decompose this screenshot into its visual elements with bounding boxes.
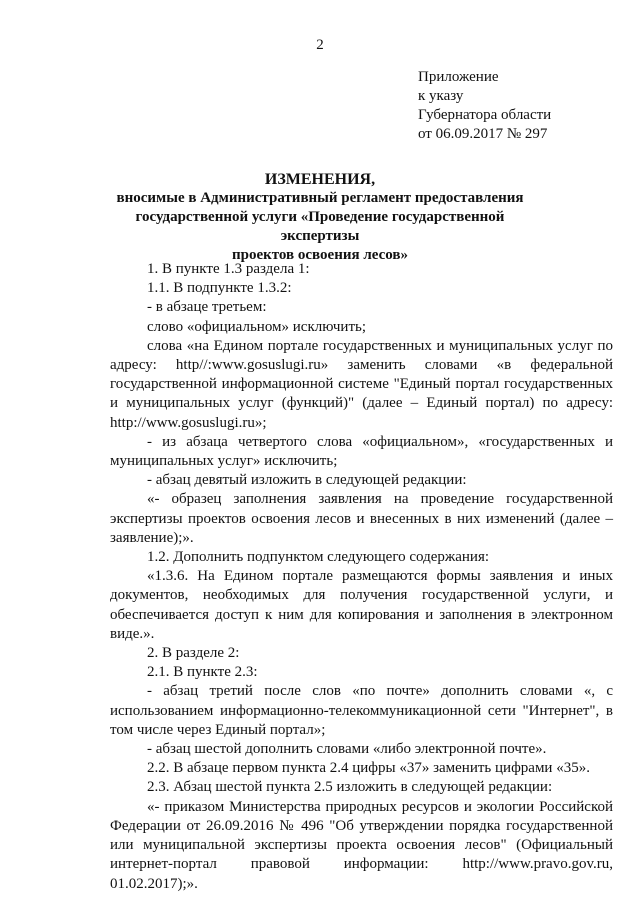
paragraph: слова «на Едином портале государственных и муниципальных услуг по адресу: http//:www.gosuslugi.ru» заменить словами «в федеральной государственной информационной системе "Единый портал государственных и муниципальных услуг (функций)" (далее – Единый портал) по адресу: http://www.gosuslugi.ru»; <box>110 337 613 431</box>
paragraph: - из абзаца четвертого слова «официальном», «государственных и муниципальных услуг» исключить; <box>110 433 613 470</box>
paragraph: «- приказом Министерства природных ресурсов и экологии Российской Федерации от 26.09.2016 № 496 "Об утверждении порядка государственной или муниципальной экспертизы проекта освоения лесов" (Официальный интернет-портал правовой информации: http://www.pravo.gov.ru, 01.02.2017);». <box>110 798 613 892</box>
paragraph: 2.1. В пункте 2.3: <box>147 664 258 681</box>
heading-line-3: проектов освоения лесов» <box>231 247 409 263</box>
paragraph: - абзац третий после слов «по почте» дополнить словами «, с использованием информационно-телекоммуникационной сети "Интернет", в том числе через Единый портал»; <box>110 683 613 738</box>
heading-title: ИЗМЕНЕНИЯ, <box>264 171 376 188</box>
paragraph: 2. В разделе 2: <box>147 645 240 662</box>
appendix-line-2: к указу <box>418 88 464 104</box>
appendix-line-1: Приложение <box>418 69 499 85</box>
heading-line-2: государственной услуги «Проведение государственной экспертизы <box>135 209 505 244</box>
paragraph: 1.2. Дополнить подпунктом следующего содержания: <box>147 549 490 566</box>
paragraph: - абзац шестой дополнить словами «либо электронной почте». <box>147 741 547 758</box>
paragraph: 1. В пункте 1.3 раздела 1: <box>147 261 310 277</box>
heading-line-1: вносимые в Административный регламент предоставления <box>116 190 524 206</box>
paragraph: «1.3.6. На Едином портале размещаются формы заявления и иных документов, необходимых для получения государственной услуги, и обеспечивается доступ к ним для копирования и заполнения в электронном виде.». <box>110 568 613 642</box>
paragraph: 1.1. В подпункте 1.3.2: <box>147 280 292 297</box>
paragraph: 2.2. В абзаце первом пункта 2.4 цифры «37» заменить цифрами «35». <box>147 760 590 777</box>
paragraph: - в абзаце третьем: <box>147 299 267 316</box>
document-body <box>110 260 613 894</box>
paragraph: 2.3. Абзац шестой пункта 2.5 изложить в следующей редакции: <box>147 779 553 796</box>
appendix-block <box>418 68 551 144</box>
appendix-line-4: от 06.09.2017 № 297 <box>418 126 548 142</box>
document-heading <box>100 170 540 265</box>
paragraph: слово «официальном» исключить; <box>147 318 367 335</box>
page-number: 2 <box>316 37 324 53</box>
appendix-line-3: Губернатора области <box>418 107 552 123</box>
paragraph: - абзац девятый изложить в следующей редакции: <box>147 472 467 489</box>
paragraph: «- образец заполнения заявления на проведение государственной экспертизы проектов освоения лесов и внесенных в них изменений (далее – заявление);». <box>110 491 613 546</box>
